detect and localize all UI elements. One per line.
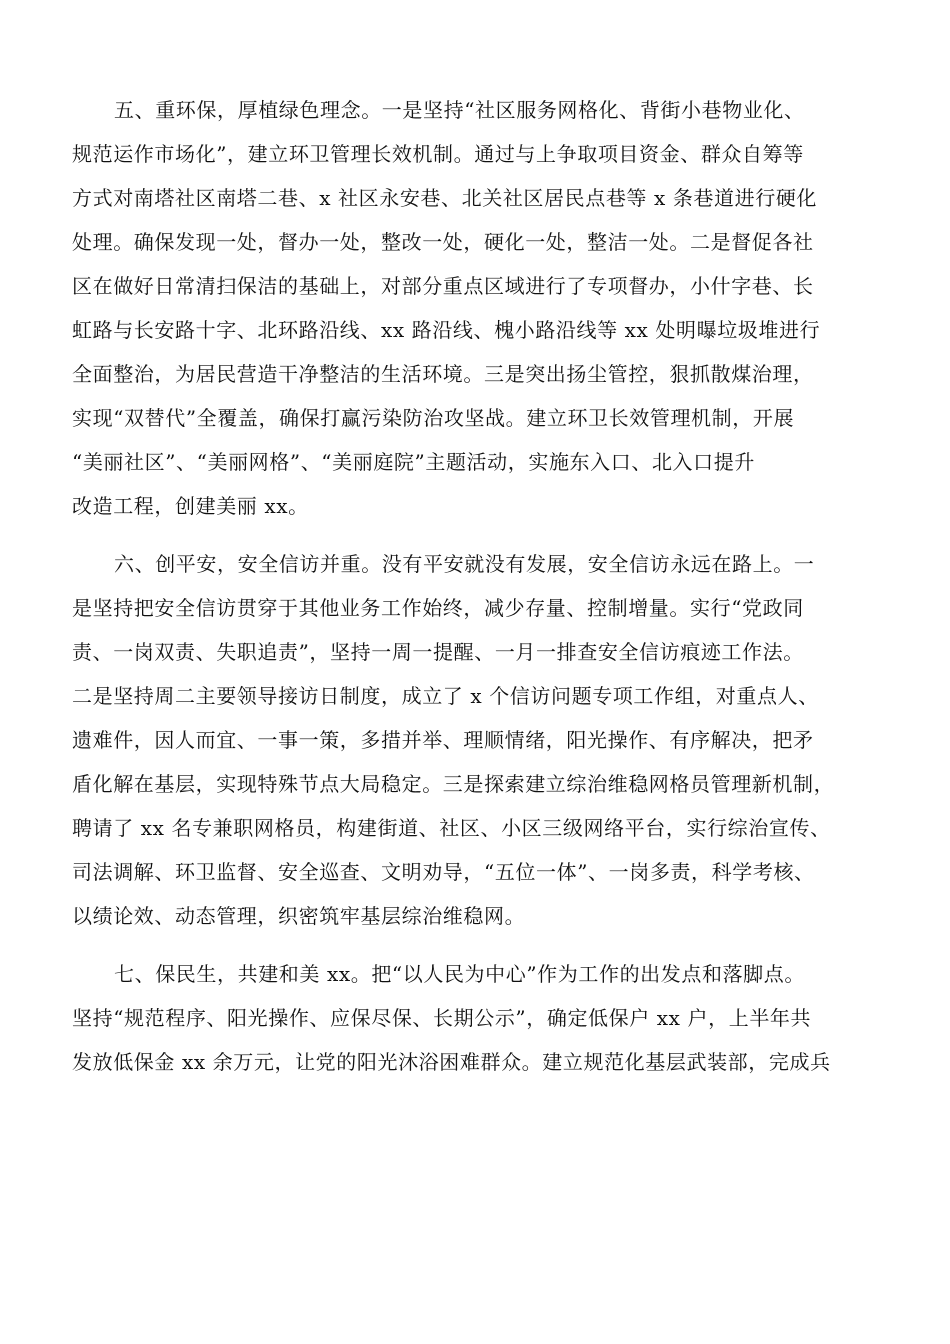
text-line: 以绩论效、动态管理，织密筑牢基层综治维稳网。 (72, 904, 526, 928)
text-line: 处理。确保发现一处，督办一处，整改一处，硬化一处，整洁一处。二是督促各社 (72, 230, 814, 254)
paragraph-environment (72, 88, 884, 528)
text-line: 司法调解、环卫监督、安全巡查、文明劝导，“五位一体”、一岗多责，科学考核、 (72, 860, 815, 884)
text-line: 全面整治，为居民营造干净整洁的生活环境。三是突出扬尘管控，狠抓散煤治理， (72, 362, 814, 386)
text-line: 是坚持把安全信访贯穿于其他业务工作始终，减少存量、控制增量。实行“党政同 (72, 596, 804, 620)
text-line: 改造工程，创建美丽 xx。 (72, 494, 309, 518)
paragraph-safety (72, 542, 884, 938)
text-line: 实现“双替代”全覆盖，确保打赢污染防治攻坚战。建立环卫长效管理机制，开展 (72, 406, 795, 430)
text-line: 虹路与长安路十字、北环路沿线、xx 路沿线、槐小路沿线等 xx 处明曝垃圾堆进行 (72, 318, 821, 342)
text-line: “美丽社区”、“美丽网格”、“美丽庭院”主题活动，实施东入口、北入口提升 (72, 450, 755, 474)
document-body (72, 88, 884, 1084)
text-line: 坚持“规范程序、阳光操作、应保尽保、长期公示”，确定低保户 xx 户，上半年共 (72, 1006, 812, 1030)
text-line: 区在做好日常清扫保洁的基础上，对部分重点区域进行了专项督办，小什字巷、长 (72, 274, 814, 298)
text-line: 聘请了 xx 名专兼职网格员，构建街道、社区、小区三级网络平台，实行综治宣传、 (72, 816, 831, 840)
text-line: 盾化解在基层，实现特殊节点大局稳定。三是探索建立综治维稳网格员管理新机制， (72, 772, 835, 796)
text-line: 规范运作市场化”，建立环卫管理长效机制。通过与上争取项目资金、群众自筹等 (72, 142, 804, 166)
paragraph-livelihood (72, 952, 884, 1084)
text-line: 遗难件，因人而宜、一事一策，多措并举、理顺情绪，阳光操作、有序解决，把矛 (72, 728, 814, 752)
text-line: 六、创平安，安全信访并重。没有平安就没有发展，安全信访永远在路上。一 (114, 552, 815, 576)
text-line: 方式对南塔社区南塔二巷、x 社区永安巷、北关社区居民点巷等 x 条巷道进行硬化 (72, 186, 818, 210)
text-line: 发放低保金 xx 余万元，让党的阳光沐浴困难群众。建立规范化基层武装部，完成兵 (72, 1050, 831, 1074)
text-line: 二是坚持周二主要领导接访日制度，成立了 x 个信访问题专项工作组，对重点人、 (72, 684, 819, 708)
text-line: 七、保民生，共建和美 xx。把“以人民为中心”作为工作的出发点和落脚点。 (114, 962, 805, 986)
text-line: 责、一岗双责、失职追责”，坚持一周一提醒、一月一排查安全信访痕迹工作法。 (72, 640, 804, 664)
text-line: 五、重环保，厚植绿色理念。一是坚持“社区服务网格化、背街小巷物业化、 (114, 98, 805, 122)
